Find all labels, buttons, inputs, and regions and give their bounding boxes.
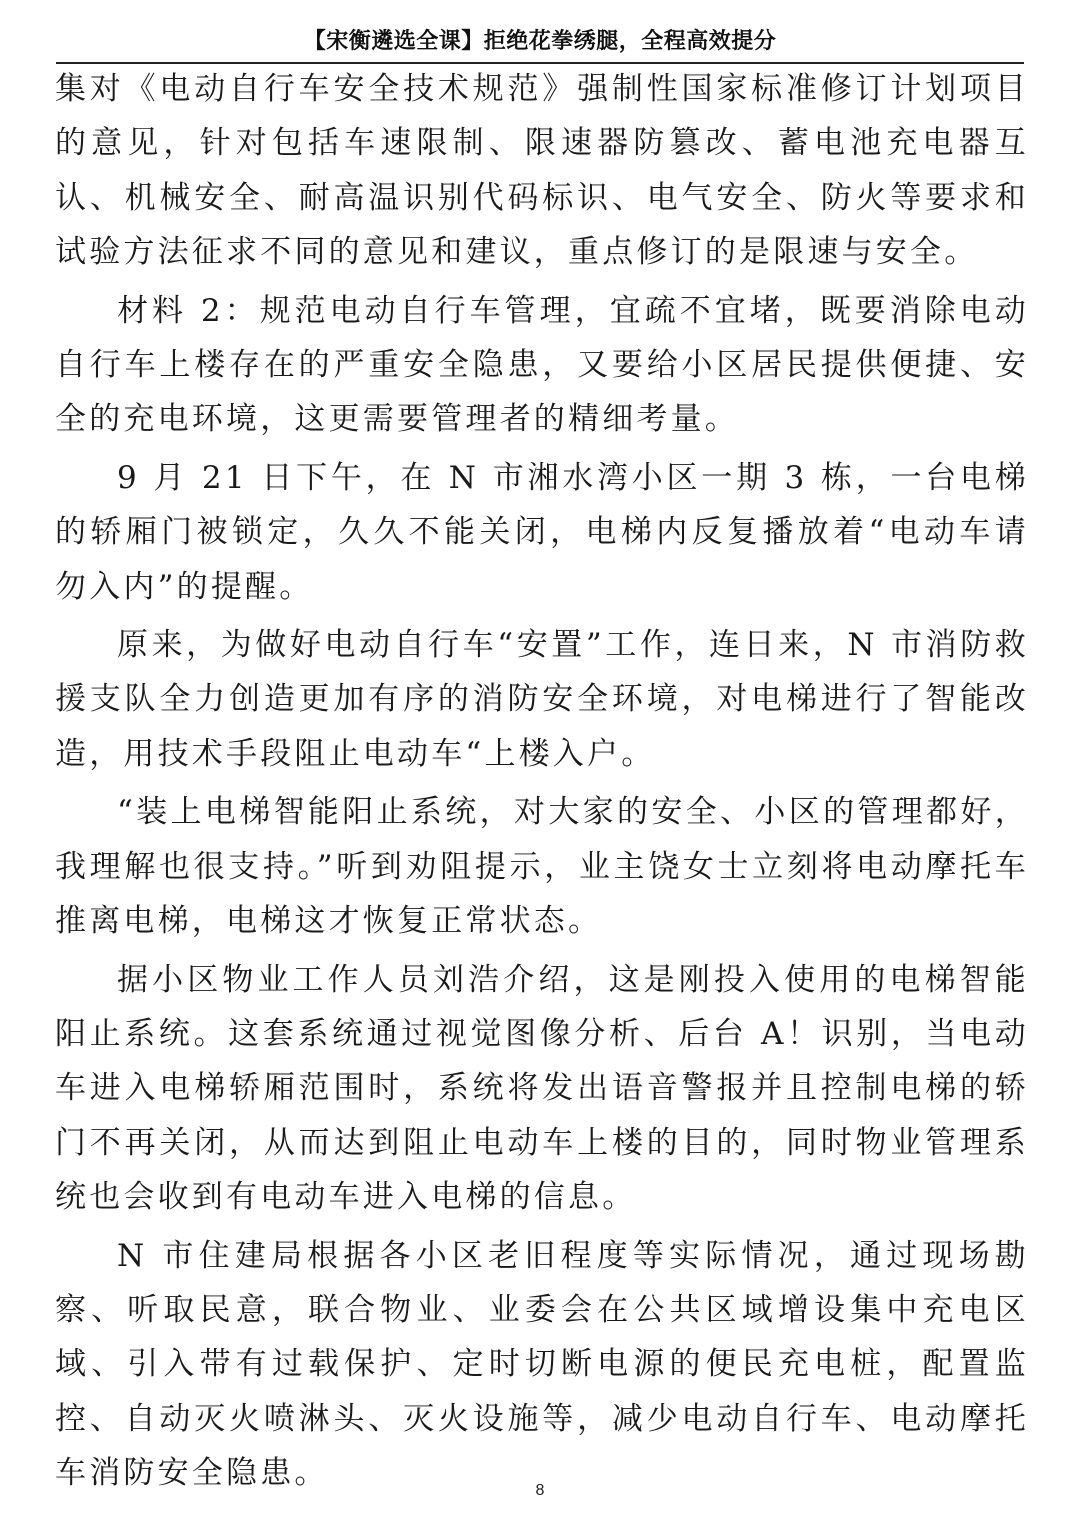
paragraph-material-2: 材料 2：规范电动自行车管理，宜疏不宜堵，既要消除电动自行车上楼存在的严重安全隐患，又要给小区居民提供便捷、安全的充电环境，这更需要管理者的精细考量。 xyxy=(55,292,1029,438)
paragraph-elevator-event: 9 月 21 日下午，在 N 市湘水湾小区一期 3 栋，一台电梯的轿厢门被锁定，久久不能关闭，电梯内反复播放着“电动车请勿入内”的提醒。 xyxy=(55,459,1029,605)
page-number: 8 xyxy=(535,1482,545,1499)
paragraph-continuation: 集对《电动自行车安全技术规范》强制性国家标准修订计划项目的意见，针对包括车速限制、限速器防篡改、蓄电池充电器互认、机械安全、耐高温识别代码标识、电气安全、防火等要求和试验方法征求不同的意见和建议，重点修订的是限速与安全。 xyxy=(55,71,1029,271)
paragraph-resident-quote: “装上电梯智能阳止系统，对大家的安全、小区的管理都好，我理解也很支持。”听到劝阻提示，业主饶女士立刻将电动摩托车推离电梯，电梯这才恢复正常状态。 xyxy=(55,794,1029,940)
header-title: 【宋衡遴选全课】拒绝花拳绣腿，全程高效提分 xyxy=(303,29,777,54)
document-body xyxy=(55,62,1029,1501)
page-header xyxy=(56,22,1024,64)
paragraph-fire-rescue: 原来，为做好电动自行车“安置”工作，连日来，N 市消防救援支队全力创造更加有序的消防安全环境，对电梯进行了智能改造，用技术手段阻止电动车“上楼入户。 xyxy=(55,627,1029,772)
paragraph-property-staff: 据小区物业工作人员刘浩介绍，这是刚投入使用的电梯智能阳止系统。这套系统通过视觉图像分析、后台 A！识别，当电动车进入电梯轿厢范围时，系统将发出语音警报并且控制电梯的轿门不再关闭，从而达到阻止电动车上楼的目的，同时物业管理系统也会收到有电动车进入电梯的信息。 xyxy=(55,961,1029,1216)
paragraph-housing-bureau: N 市住建局根据各小区老旧程度等实际情况，通过现场勘察、听取民意，联合物业、业委会在公共区域增设集中充电区域、引入带有过载保护、定时切断电源的便民充电桩，配置监控、自动灭火喷淋头、灭火设施等，减少电动自行车、电动摩托车消防安全隐患。 xyxy=(55,1237,1029,1492)
